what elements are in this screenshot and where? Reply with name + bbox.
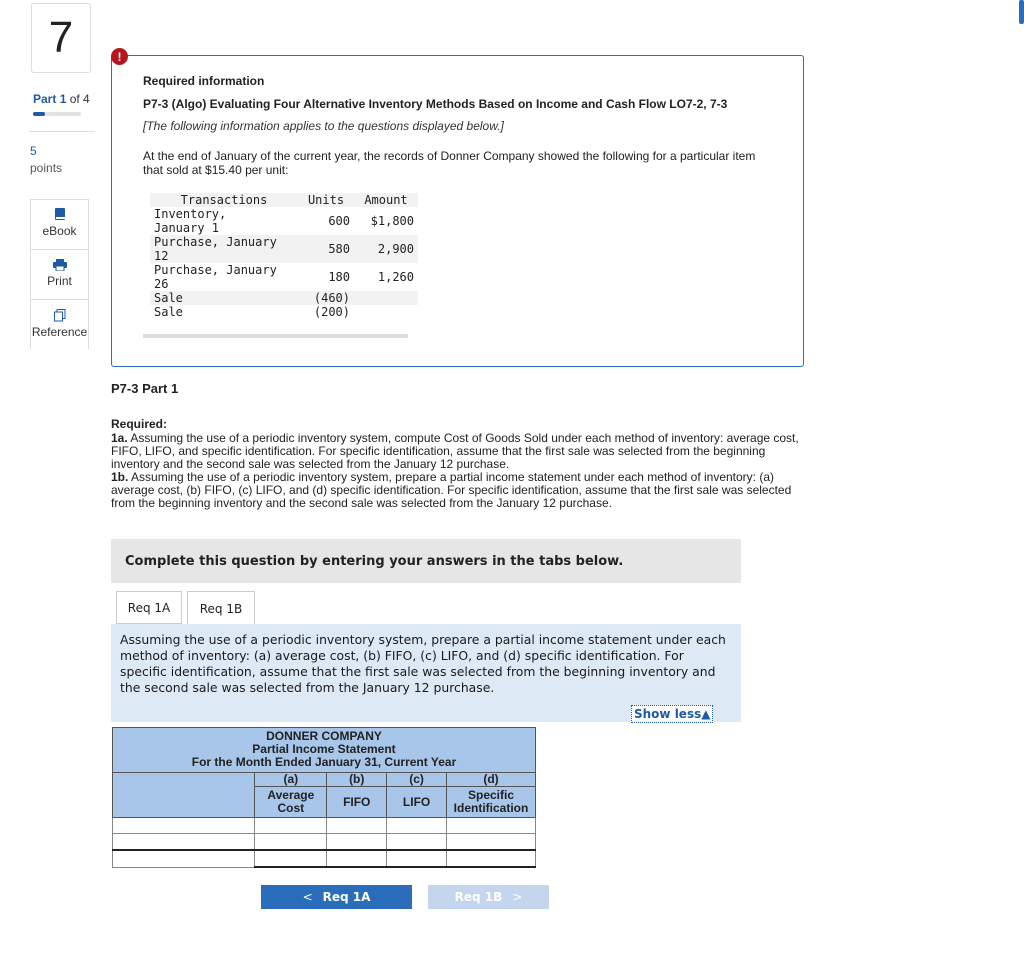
col-name-lifo: LIFO [387, 787, 447, 818]
part-progress-bar [33, 112, 81, 116]
instructions-bar: Complete this question by entering your answers in the tabs below. [111, 539, 741, 583]
chevron-right-icon: > [512, 890, 523, 904]
units-cell: 580 [298, 235, 354, 263]
prev-req-1a-button[interactable] [261, 885, 412, 909]
next-req-1b-button[interactable] [428, 885, 549, 909]
lifo-input[interactable] [387, 834, 447, 851]
row2-specific-input[interactable] [447, 834, 535, 849]
part-progress-fill [33, 112, 45, 116]
table-scrollbar[interactable] [143, 334, 408, 338]
row1-average-input[interactable] [255, 818, 326, 833]
fifo-input[interactable] [327, 818, 387, 834]
col-name-fifo: FIFO [327, 787, 387, 818]
required-label: Required: [111, 417, 168, 431]
problem-title: P7-3 (Algo) Evaluating Four Alternative Inventory Methods Based on Income and Cash Flow LO7-2, 7-3 [143, 97, 728, 111]
table-row [150, 305, 418, 319]
points-display [30, 143, 62, 177]
next-button-label: Req 1B [454, 890, 503, 904]
average-cost-input[interactable] [255, 818, 327, 834]
income-statement-table [112, 727, 536, 868]
row2-label-input[interactable] [113, 834, 254, 849]
tab-req-1a[interactable]: Req 1A [116, 591, 182, 624]
table-row [150, 263, 418, 291]
transaction-cell: Sale [150, 291, 298, 305]
table-header-row [150, 193, 418, 207]
specific-id-input[interactable] [447, 834, 536, 851]
requirement-1b-label: 1b. [111, 470, 129, 484]
requirement-1a [111, 432, 801, 471]
amount-cell [354, 305, 418, 319]
points-value: 5 [30, 144, 37, 158]
applies-note: [The following information applies to the questions displayed below.] [143, 119, 504, 133]
table-row [113, 834, 536, 851]
row2-fifo-input[interactable] [327, 834, 386, 849]
copy-icon [54, 309, 66, 322]
question-number: 7 [31, 3, 91, 73]
transaction-cell: Sale [150, 305, 298, 319]
specific-id-input[interactable] [447, 818, 536, 834]
label-input[interactable] [113, 834, 255, 851]
table-row [150, 207, 418, 235]
part-current: 1 [59, 92, 67, 106]
requirement-1b-text: Assuming the use of a periodic inventory system, prepare a partial income statement under each method of inventory: (a) average cost, (b) FIFO, (c) LIFO, and (d) specific identification. For specific identification, assume that the first sale was selected from the beginning inventory and the second sale was selected from the January 12 purchase. [111, 470, 792, 510]
info-heading: Required information [143, 74, 265, 88]
row3-specific-input[interactable] [447, 851, 535, 866]
col-letter-c: (c) [387, 773, 447, 787]
reference-button[interactable] [30, 299, 89, 349]
part-heading: P7-3 Part 1 [111, 381, 179, 396]
part-indicator [33, 92, 90, 106]
col-letter-b: (b) [327, 773, 387, 787]
prev-button-label: Req 1A [322, 890, 371, 904]
row3-fifo-input[interactable] [327, 851, 386, 866]
edge-indicator [1019, 0, 1024, 24]
amount-cell: 2,900 [354, 235, 418, 263]
specific-id-input[interactable] [447, 850, 536, 867]
row2-average-input[interactable] [255, 834, 326, 849]
show-less-label: Show less [634, 707, 702, 721]
divider [29, 131, 95, 132]
requirement-1a-text: Assuming the use of a periodic inventory system, compute Cost of Goods Sold under each method of inventory: average cost, FIFO, LIFO, and specific identification. For specific identification, assume that the first sale was selected from the beginning inventory and the second sale was selected from the January 12 purchase. [111, 431, 799, 471]
requirement-1b [111, 471, 801, 510]
col-letter-a: (a) [255, 773, 327, 787]
col-name-average-cost: Average Cost [255, 787, 327, 818]
col-name-specific-identification: Specific Identification [447, 787, 536, 818]
units-cell: (200) [298, 305, 354, 319]
print-button[interactable] [30, 249, 89, 299]
fifo-input[interactable] [327, 834, 387, 851]
col-header-transactions: Transactions [150, 193, 298, 207]
tab-req-1b[interactable]: Req 1B [187, 591, 255, 626]
reference-label: Reference [31, 325, 88, 339]
units-cell: (460) [298, 291, 354, 305]
average-cost-input[interactable] [255, 850, 327, 867]
requirement-1a-label: 1a. [111, 431, 128, 445]
triangle-up-icon: ▲ [701, 707, 711, 721]
row1-lifo-input[interactable] [387, 818, 446, 833]
show-less-button[interactable] [631, 705, 713, 723]
col-letter-d: (d) [447, 773, 536, 787]
print-label: Print [47, 274, 72, 288]
label-input[interactable] [113, 850, 255, 867]
part-label: Part [33, 92, 57, 106]
ebook-button[interactable] [30, 199, 89, 249]
amount-cell [354, 291, 418, 305]
table-row [113, 818, 536, 834]
lifo-input[interactable] [387, 850, 447, 867]
col-header-units: Units [298, 193, 354, 207]
row3-label-input[interactable] [113, 851, 254, 867]
fifo-input[interactable] [327, 850, 387, 867]
table-row [150, 235, 418, 263]
ebook-label: eBook [42, 224, 77, 238]
printer-icon [53, 259, 67, 271]
lifo-input[interactable] [387, 818, 447, 834]
col-header-amount: Amount [354, 193, 418, 207]
table-row [150, 291, 418, 305]
amount-cell: $1,800 [354, 207, 418, 235]
problem-intro: At the end of January of the current year, the records of Donner Company showed the following for a particular item that sold at $15.40 per unit: [143, 149, 756, 177]
tab-description: Assuming the use of a periodic inventory system, prepare a partial income statement under each method of inventory: (a) average cost, (b) FIFO, (c) LIFO, and (d) specific identification. For specific identification, assume that the first sale was selected from the beginning inventory and the second sale was selected from the January 12 purchase. [111, 624, 741, 722]
row1-fifo-input[interactable] [327, 818, 386, 833]
part-of: of 4 [69, 92, 90, 106]
transaction-cell: Purchase, January 26 [150, 263, 298, 291]
label-input[interactable] [113, 818, 255, 834]
statement-period: For the Month Ended January 31, Current Year [113, 756, 536, 773]
transaction-cell: Purchase, January 12 [150, 235, 298, 263]
points-label: points [30, 161, 63, 175]
row1-specific-input[interactable] [447, 818, 535, 833]
amount-cell: 1,260 [354, 263, 418, 291]
book-icon [53, 207, 67, 221]
average-cost-input[interactable] [255, 834, 327, 851]
row2-lifo-input[interactable] [387, 834, 446, 849]
units-cell: 180 [298, 263, 354, 291]
statement-title: Partial Income Statement [113, 743, 536, 756]
units-cell: 600 [298, 207, 354, 235]
alert-icon: ! [111, 48, 128, 65]
row1-label-input[interactable] [113, 818, 254, 833]
company-name: DONNER COMPANY [113, 728, 536, 744]
table-row [113, 850, 536, 867]
blank-header-cell [113, 773, 255, 818]
row3-average-input[interactable] [255, 851, 326, 866]
transaction-cell: Inventory, January 1 [150, 207, 298, 235]
required-text [111, 418, 801, 510]
transactions-table [150, 193, 418, 319]
row3-lifo-input[interactable] [387, 851, 446, 866]
chevron-left-icon: < [302, 890, 313, 904]
